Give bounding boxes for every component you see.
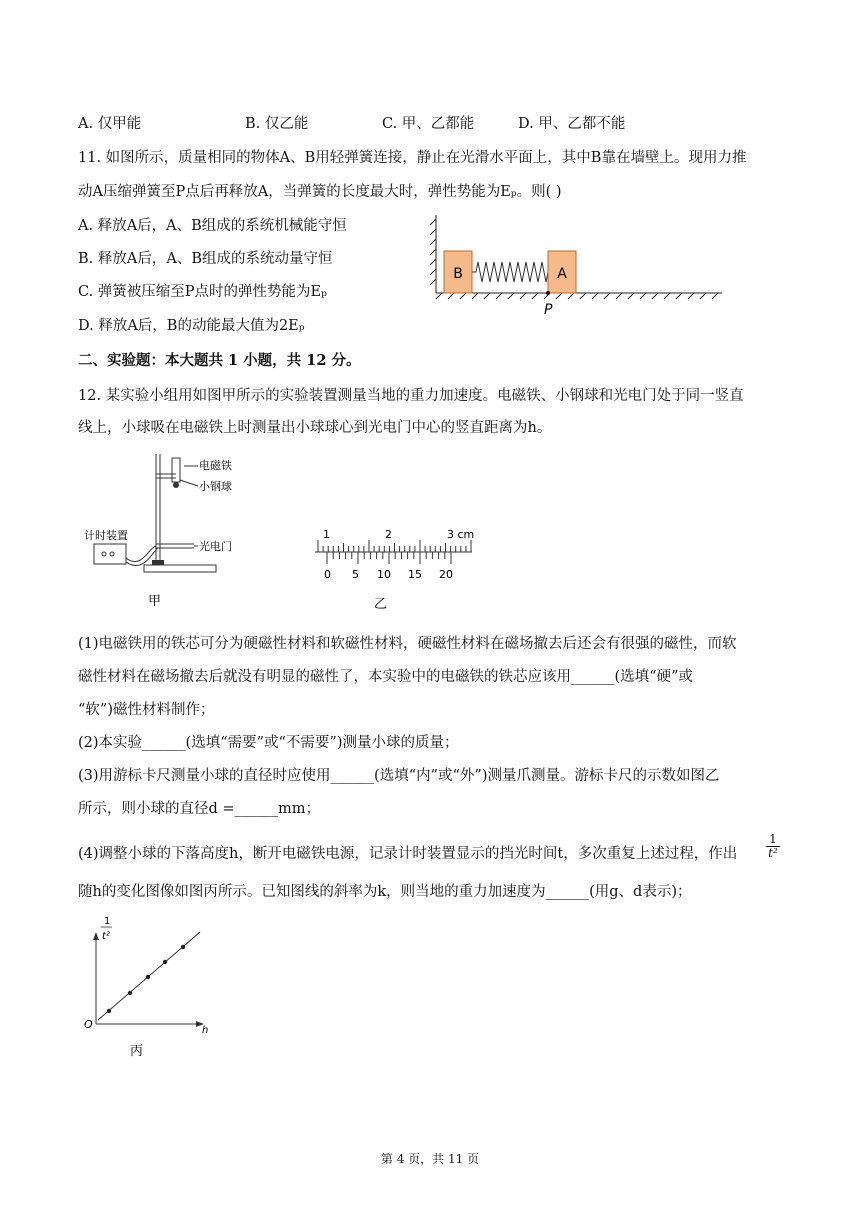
q12-part1-line3: “软”)磁性材料制作； xyxy=(78,702,215,718)
fig-yi-vernier xyxy=(310,524,480,616)
spring xyxy=(472,262,548,282)
vernier-tick-5: 5 xyxy=(352,568,359,581)
point-p xyxy=(546,291,550,295)
q11-stem-line1: 11. 如图所示，质量相同的物体A、B用轻弹簧连接，静止在光滑水平面上，其中B靠在墙壁上。现用力推 xyxy=(78,150,747,166)
vernier-tick-20: 20 xyxy=(439,568,453,581)
q12-intro-line2: 线上，小球吸在电磁铁上时测量出小球球心到光电门中心的竖直距离为h。 xyxy=(78,420,552,436)
vernier-tick-15: 15 xyxy=(408,568,422,581)
q10-option-a: A. 仅甲能 xyxy=(78,116,142,132)
caption-yi: 乙 xyxy=(374,597,388,612)
caption-bing: 丙 xyxy=(130,1044,144,1059)
data-point xyxy=(128,991,132,995)
data-point xyxy=(107,1009,111,1013)
label-photogate: 光电门 xyxy=(199,540,232,553)
q12-part3-line1: (3)用游标卡尺测量小球的直径时应使用______(选填“内”或“外”)测量爪测量。游标卡尺的示数如图乙 xyxy=(78,768,720,784)
label-steel-ball: 小钢球 xyxy=(199,480,232,493)
floor-hatch xyxy=(436,293,722,299)
q11-option-d: D. 释放A后，B的动能最大值为2Eₚ xyxy=(78,318,305,334)
q11-option-c: C. 弹簧被压缩至P点时的弹性势能为Eₚ xyxy=(78,284,327,300)
vernier-tick-0: 0 xyxy=(324,568,331,581)
q11-option-b: B. 释放A后，A、B组成的系统动量守恒 xyxy=(78,251,333,267)
block-b-label: B xyxy=(453,266,463,282)
page-footer: 第 4 页，共 11 页 xyxy=(380,1152,480,1166)
origin-label: O xyxy=(84,1018,93,1031)
data-point xyxy=(146,975,150,979)
q12-part3-line2: 所示，则小球的直径d =______mm； xyxy=(78,801,321,817)
q12-part4-fraction xyxy=(766,833,780,860)
wall-hatch xyxy=(430,215,436,293)
vernier-tick-10: 10 xyxy=(377,568,391,581)
q10-option-c: C. 甲、乙都能 xyxy=(382,116,475,132)
q11-spring-figure xyxy=(430,215,730,320)
q12-part1-line2: 磁性材料在磁场撤去后就没有明显的磁性了，本实验中的电磁铁的铁芯应该用______(选填“硬”或 xyxy=(78,669,693,685)
q10-option-b: B. 仅乙能 xyxy=(245,116,309,132)
q10-option-d: D. 甲、乙都不能 xyxy=(518,116,626,132)
fig-bing-graph xyxy=(80,912,220,1062)
q12-part4-line1: (4)调整小球的下落高度h，断开电磁铁电源，记录计时装置显示的挡光时间t，多次重复上述过程，作出 xyxy=(78,846,738,862)
q11-option-a: A. 释放A后，A、B组成的系统机械能守恒 xyxy=(78,218,347,234)
x-axis-label: h xyxy=(202,1025,209,1036)
q12-intro-line1: 12. 某实验小组用如图甲所示的实验装置测量当地的重力加速度。电磁铁、小钢球和光电门处于同一竖直 xyxy=(78,388,744,404)
block-a-label: A xyxy=(557,266,567,282)
q11-stem-line2: 动A压缩弹簧至P点后再释放A，当弹簧的长度最大时，弹性势能为Eₚ。则( ) xyxy=(78,184,562,200)
q12-part1-line1: (1)电磁铁用的铁芯可分为硬磁性材料和软磁性材料，硬磁性材料在磁场撤去后还会有很强的磁性，而软 xyxy=(78,636,737,652)
main-tick-3: 3 cm xyxy=(447,528,475,541)
fig-jia-apparatus xyxy=(82,452,252,612)
data-point xyxy=(181,945,185,949)
y-axis-denominator: t² xyxy=(102,931,110,942)
q12-part2: (2)本实验______(选填“需要”或“不需要”)测量小球的质量； xyxy=(78,735,459,751)
label-timer: 计时装置 xyxy=(84,529,128,542)
caption-jia: 甲 xyxy=(148,594,162,609)
q12-part4-line2: 随h的变化图像如图丙所示。已知图线的斜率为k，则当地的重力加速度为______(用g、d表示)； xyxy=(78,884,692,900)
point-p-label: P xyxy=(544,302,553,318)
main-tick-2: 2 xyxy=(385,528,392,541)
y-axis-numerator: 1 xyxy=(104,916,111,927)
label-electromagnet: 电磁铁 xyxy=(199,459,232,472)
main-tick-1: 1 xyxy=(323,528,330,541)
fraction-numerator: 1 xyxy=(766,833,780,847)
data-point xyxy=(163,960,167,964)
fraction-denominator: t² xyxy=(768,846,778,860)
section-heading: 二、实验题：本大题共 1 小题，共 12 分。 xyxy=(78,352,361,369)
